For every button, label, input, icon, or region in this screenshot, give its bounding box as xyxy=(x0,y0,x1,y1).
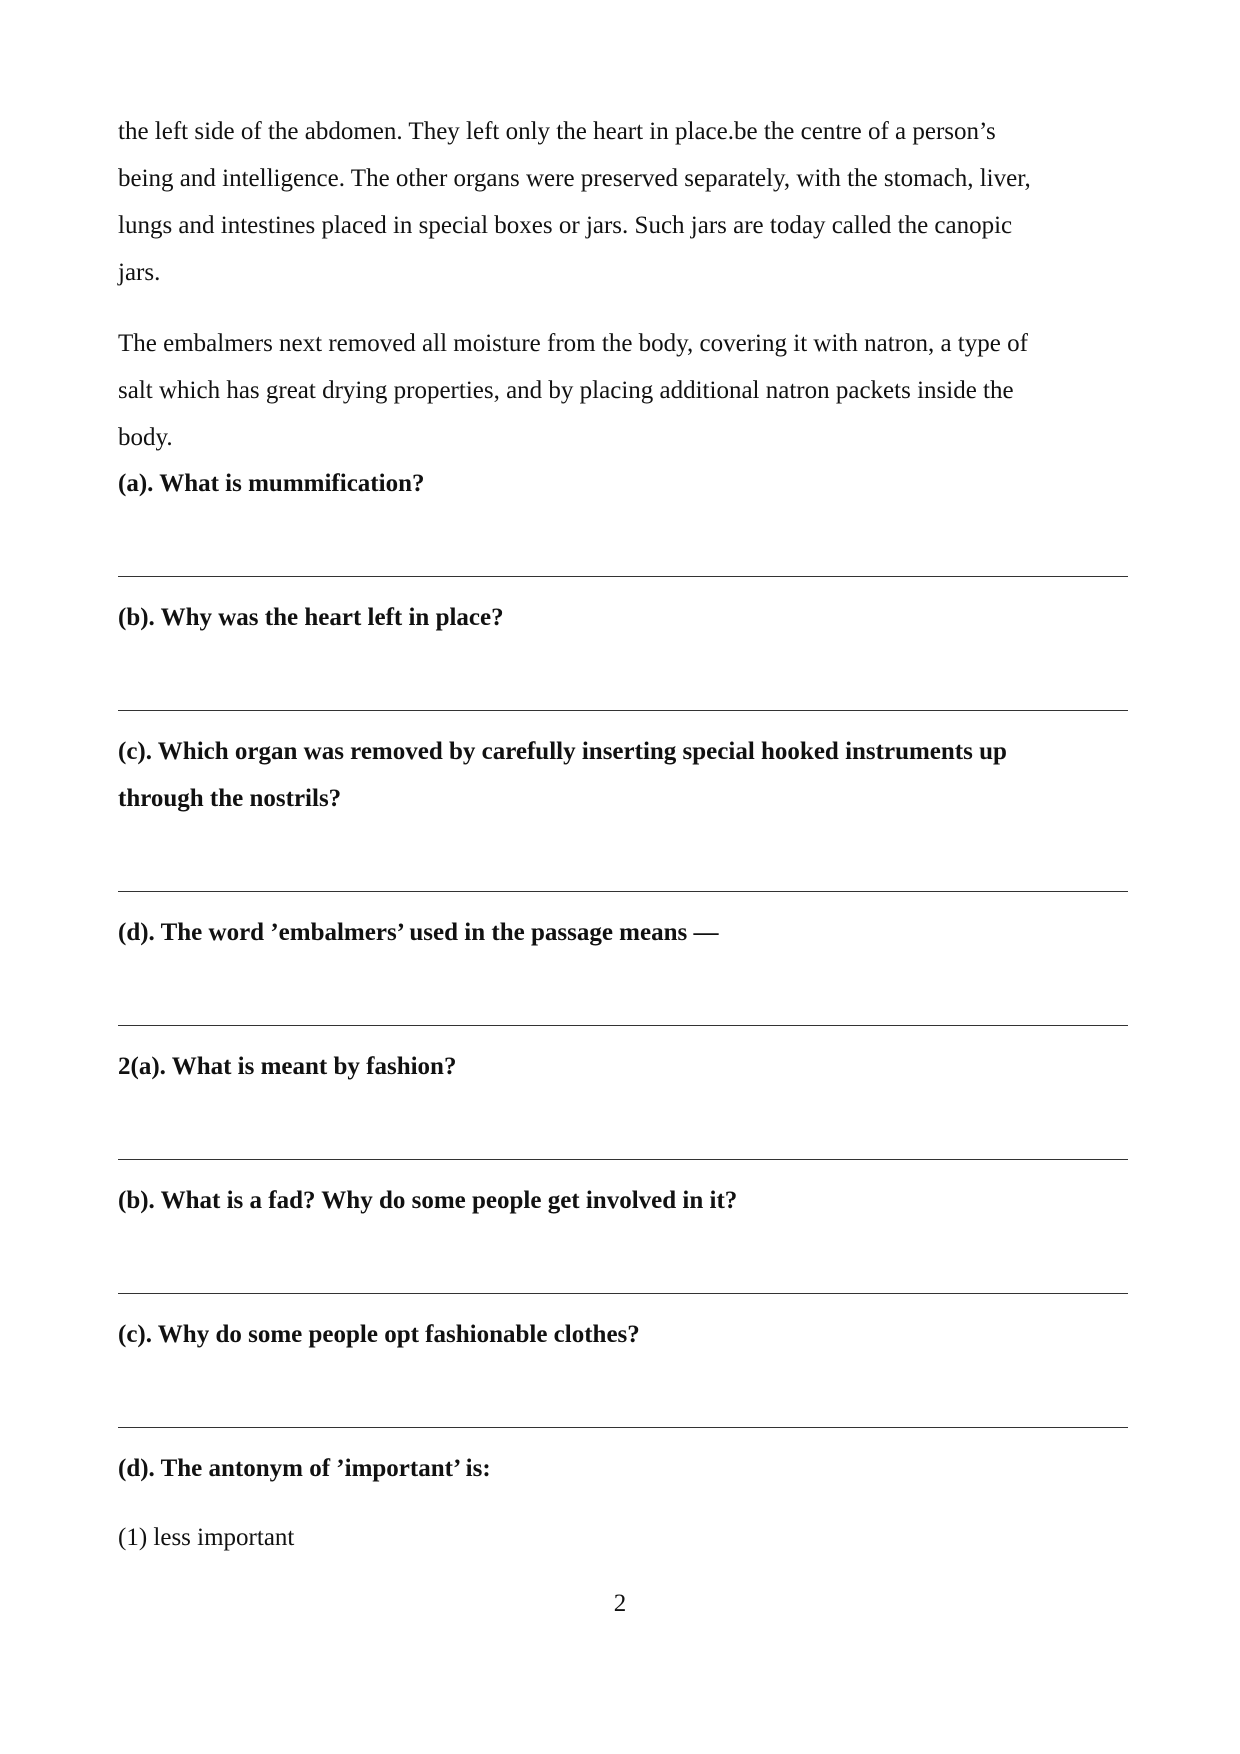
question-2b: (b). What is a fad? Why do some people get involved in it? xyxy=(118,1187,738,1214)
passage-line: body. xyxy=(118,424,173,451)
question-1c-line-2: through the nostrils? xyxy=(118,785,342,812)
question-2c: (c). Why do some people opt fashionable clothes? xyxy=(118,1321,640,1348)
question-1a: (a). What is mummification? xyxy=(118,470,425,497)
passage-paragraph-2 xyxy=(118,320,1128,461)
passage-line: salt which has great drying properties, and by placing additional natron packets inside the xyxy=(118,377,1014,404)
question-1b: (b). Why was the heart left in place? xyxy=(118,604,504,631)
answer-line-1b[interactable] xyxy=(118,710,1128,711)
passage-line: The embalmers next removed all moisture from the body, covering it with natron, a type of xyxy=(118,330,1028,357)
answer-line-2a[interactable] xyxy=(118,1159,1128,1160)
answer-option: (1) less important xyxy=(118,1524,295,1551)
answer-line-2c[interactable] xyxy=(118,1427,1128,1428)
question-2a: 2(a). What is meant by fashion? xyxy=(118,1053,457,1080)
page-number: 2 xyxy=(613,1590,627,1617)
question-1c-line-1: (c). Which organ was removed by carefully inserting special hooked instruments up xyxy=(118,738,1007,765)
question-2d: (d). The antonym of ’important’ is: xyxy=(118,1455,491,1482)
passage-line: jars. xyxy=(118,259,161,286)
passage-line: being and intelligence. The other organs were preserved separately, with the stomach, liver, xyxy=(118,165,1031,192)
question-1d: (d). The word ’embalmers’ used in the passage means — xyxy=(118,919,719,946)
answer-line-1c[interactable] xyxy=(118,891,1128,892)
passage-paragraph-1 xyxy=(118,108,1128,296)
answer-line-1d[interactable] xyxy=(118,1025,1128,1026)
passage-line: the left side of the abdomen. They left only the heart in place.be the centre of a person’s xyxy=(118,118,996,145)
passage-line: lungs and intestines placed in special boxes or jars. Such jars are today called the canopic xyxy=(118,212,1013,239)
question-1c xyxy=(118,728,1128,822)
answer-line-2b[interactable] xyxy=(118,1293,1128,1294)
answer-line-1a[interactable] xyxy=(118,576,1128,577)
